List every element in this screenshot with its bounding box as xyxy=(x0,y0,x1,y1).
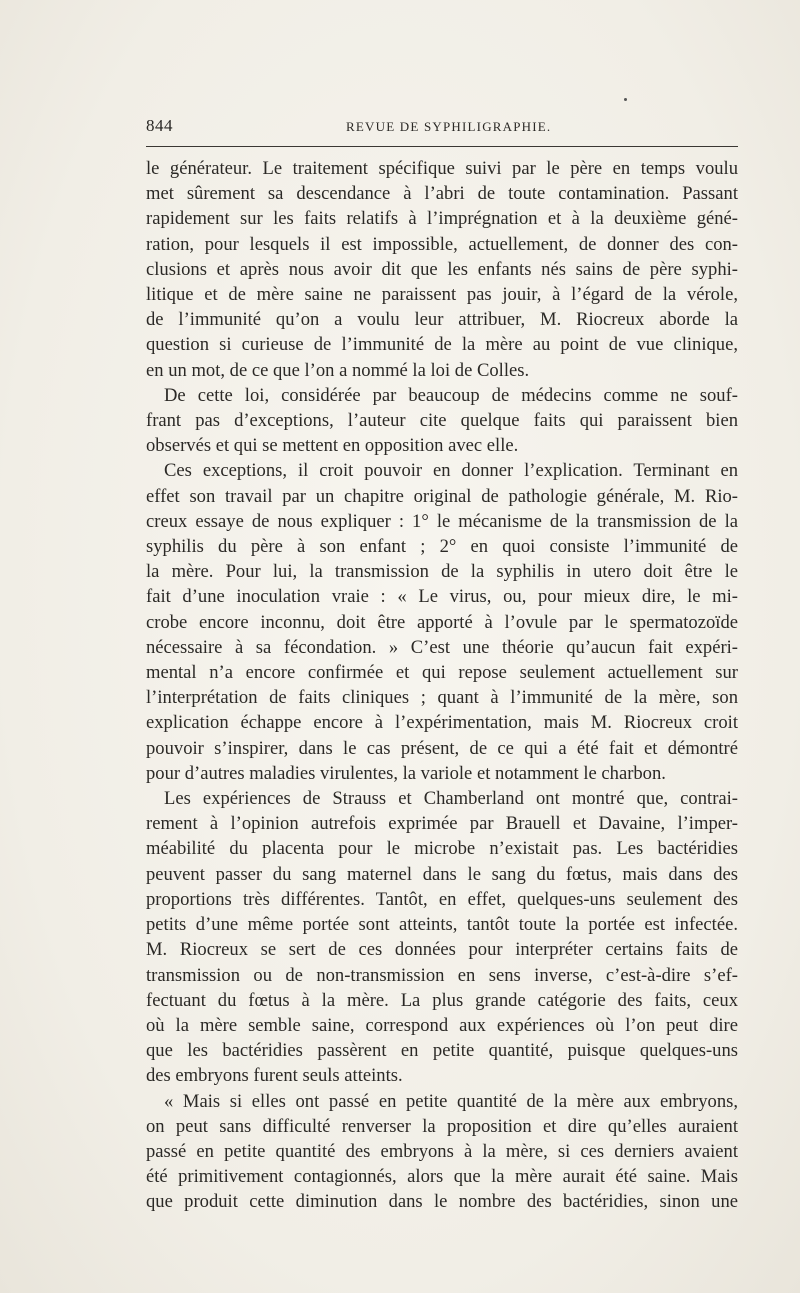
text-line: syphilis du père à son enfant ; 2° en quoi consiste l’immunité de xyxy=(146,536,738,558)
text-line: frant pas d’exceptions, l’auteur cite quelque faits qui paraissent bien xyxy=(146,410,738,432)
text-line: la mère. Pour lui, la transmission de la syphilis in utero doit être le xyxy=(146,561,738,583)
text-line: des embryons furent seuls atteints. xyxy=(146,1065,403,1087)
text-line: rapidement sur les faits relatifs à l’imprégnation et à la deuxième géné- xyxy=(146,208,738,230)
text-line: nécessaire à sa fécondation. » C’est une théorie qu’aucun fait expéri- xyxy=(146,636,738,658)
text-line: passé en petite quantité des embryons à la mère, si ces derniers avaient xyxy=(146,1140,738,1162)
text-line: question si curieuse de l’immunité de la mère au point de vue clinique, xyxy=(146,334,738,356)
text-line: clusions et après nous avoir dit que les enfants nés sains de père syphi- xyxy=(146,258,738,280)
text-line: observés et qui se mettent en opposition avec elle. xyxy=(146,435,519,457)
ink-speck xyxy=(624,98,627,101)
text-line: mental n’a encore confirmée et qui repose seulement actuellement sur xyxy=(146,662,738,684)
text-line: pour d’autres maladies virulentes, la variole et notamment le charbon. xyxy=(146,762,666,784)
text-line: proportions très différentes. Tantôt, en effet, quelques-uns seulement des xyxy=(146,888,738,910)
text-line: où la mère semble saine, correspond aux expériences où l’on peut dire xyxy=(146,1014,738,1036)
text-line: ration, pour lesquels il est impossible, actuellement, de donner des con- xyxy=(146,233,738,255)
text-line: méabilité du placenta pour le microbe n’existait pas. Les bactéridies xyxy=(146,838,738,860)
text-line: le générateur. Le traitement spécifique suivi par le père en temps voulu xyxy=(146,158,738,179)
text-line: que produit cette diminution dans le nombre des bactéridies, sinon une xyxy=(146,1191,738,1213)
text-line: crobe encore inconnu, doit être apporté à l’ovule par le spermatozoïde xyxy=(146,611,738,633)
text-line: transmission ou de non-transmission en sens inverse, c’est-à-dire s’ef- xyxy=(146,964,738,986)
text-line: peuvent passer du sang maternel dans le sang du fœtus, mais dans des xyxy=(146,863,738,885)
running-header xyxy=(146,116,738,138)
text-line: de l’immunité qu’on a voulu leur attribuer, M. Riocreux aborde la xyxy=(146,309,738,331)
text-line: fait d’une inoculation vraie : « Le virus, ou, pour mieux dire, le mi- xyxy=(146,586,738,608)
page-number: 844 xyxy=(146,116,173,135)
text-line: été primitivement contagionnés, alors que la mère aurait été saine. Mais xyxy=(146,1166,738,1188)
text-line: M. Riocreux se sert de ces données pour interpréter certains faits de xyxy=(146,939,738,961)
text-line: De cette loi, considérée par beaucoup de médecins comme ne souf- xyxy=(164,384,738,406)
text-line: « Mais si elles ont passé en petite quantité de la mère aux embryons, xyxy=(164,1090,738,1112)
running-title: REVUE DE SYPHILIGRAPHIE. xyxy=(346,119,552,134)
text-line: Les expériences de Strauss et Chamberland ont montré que, contrai- xyxy=(164,788,738,810)
text-line: litique et de mère saine ne paraissent pas jouir, à l’égard de la vérole, xyxy=(146,284,738,306)
text-line: rement à l’opinion autrefois exprimée par Brauell et Davaine, l’imper- xyxy=(146,813,738,835)
text-line: fectuant du fœtus à la mère. La plus grande catégorie des faits, ceux xyxy=(146,989,738,1011)
text-line: on peut sans difficulté renverser la proposition et dire qu’elles auraient xyxy=(146,1115,738,1137)
text-line: pouvoir s’inspirer, dans le cas présent, de ce qui a été fait et démontré xyxy=(146,737,738,759)
header-rule xyxy=(146,146,738,147)
text-line: petits d’une même portée sont atteints, tantôt toute la portée est infectée. xyxy=(146,914,738,936)
text-line: l’interprétation de faits cliniques ; quant à l’immunité de la mère, son xyxy=(146,687,738,709)
text-line: met sûrement sa descendance à l’abri de toute contamination. Passant xyxy=(146,183,738,205)
text-line: effet son travail par un chapitre original de pathologie générale, M. Rio- xyxy=(146,485,738,507)
text-line: Ces exceptions, il croit pouvoir en donner l’explication. Terminant en xyxy=(164,460,738,482)
text-line: creux essaye de nous expliquer : 1° le mécanisme de la transmission de la xyxy=(146,510,738,532)
text-line: que les bactéridies passèrent en petite quantité, puisque quelques-uns xyxy=(146,1040,738,1062)
body-text xyxy=(146,156,738,1215)
text-line: en un mot, de ce que l’on a nommé la loi de Colles. xyxy=(146,359,530,381)
text-line: explication échappe encore à l’expérimentation, mais M. Riocreux croit xyxy=(146,712,738,734)
